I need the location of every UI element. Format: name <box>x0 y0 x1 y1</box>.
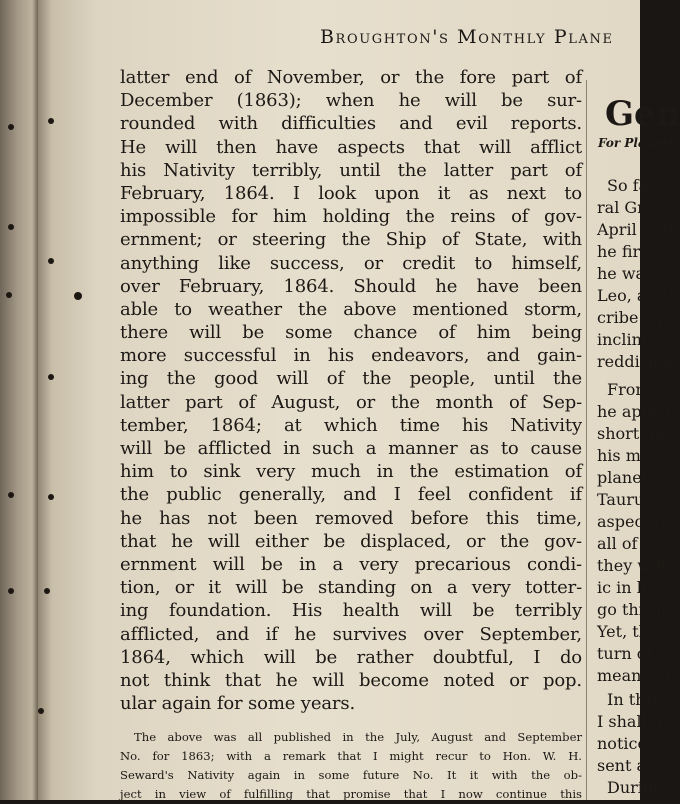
text-line: ular again for some years. <box>120 693 356 715</box>
binding-hole <box>48 118 54 124</box>
previous-page-edge <box>0 0 38 800</box>
text-line: his Nativity terribly, until the latter part of <box>120 159 582 181</box>
adjacent-line: short, he <box>597 424 670 443</box>
text-line: over February, 1864. Should he have been <box>120 275 582 297</box>
adjacent-line: turn of <box>597 644 653 663</box>
text-line: latter end of November, or the fore part of <box>120 67 582 88</box>
text-line: him to sink very much in the estimation of <box>120 461 582 483</box>
text-line: 1864, which will be rather doubtful, I do <box>120 646 582 668</box>
text-line: latter part of August, or the month of Sep- <box>120 391 582 413</box>
binding-hole <box>48 374 54 380</box>
running-header: Broughton's Monthly Plane <box>320 26 614 48</box>
footnote <box>120 728 582 804</box>
footnote-line: The above was all published in the July, August and September <box>134 730 582 744</box>
text-line: December (1863); when he will be sur- <box>120 90 582 112</box>
binding-hole <box>8 124 14 130</box>
footnote-line: No. for 1863; with a remark that I might recur to Hon. W. H. <box>120 749 582 763</box>
column-rule <box>586 80 587 800</box>
adjacent-line: ic in his <box>597 578 661 597</box>
adjacent-line: they will <box>597 556 667 575</box>
adjacent-line: sent and <box>597 756 667 775</box>
adjacent-line: reddish b <box>597 352 674 371</box>
adjacent-column <box>593 0 678 800</box>
article-column <box>120 66 582 715</box>
adjacent-line: all of whi <box>597 534 672 553</box>
adjacent-line: April 27th <box>597 220 679 239</box>
binding-hole <box>8 588 14 594</box>
binding-hole <box>8 492 14 498</box>
adjacent-line: he first sa <box>597 242 678 261</box>
adjacent-line: he was b <box>597 264 669 283</box>
text-line: more successful in his endeavors, and gain- <box>120 345 582 367</box>
adjacent-line: I shall n <box>597 712 663 731</box>
adjacent-line: ral Grant <box>597 198 672 217</box>
binding-hole <box>44 588 50 594</box>
adjacent-line: he appear <box>597 402 679 421</box>
binding-hole <box>48 494 54 500</box>
text-line: ernment; or steering the Ship of State, with <box>120 229 582 251</box>
footnote-line: Seward's Nativity again in some future No. It it with the ob- <box>120 768 582 782</box>
text-line: tember, 1864; at which time his Nativity <box>120 414 582 436</box>
text-line: ing the good will of the people, until the <box>120 368 582 390</box>
adjacent-line: go throu <box>597 600 667 619</box>
adjacent-title: Gen <box>605 94 680 134</box>
text-line: he has not been removed before this time, <box>120 507 582 529</box>
adjacent-line: During <box>607 778 664 797</box>
text-line: will be afflicted in such a manner as to cause <box>120 438 582 459</box>
adjacent-line: planets a <box>597 468 671 487</box>
adjacent-line: Leo, and <box>597 286 667 305</box>
adjacent-line: his mark <box>597 446 668 465</box>
adjacent-line: Yet, they <box>597 622 668 641</box>
text-line: ing foundation. His health will be terribly <box>120 600 582 622</box>
text-line: not think that he will become noted or pop. <box>120 669 582 691</box>
adjacent-line: In this <box>607 690 659 709</box>
text-line: able to weather the above mentioned storm, <box>120 298 582 320</box>
adjacent-subtitle: For Planets <box>598 136 675 150</box>
adjacent-line: notice a <box>597 734 662 753</box>
text-line: February, 1864. I look upon it as next to <box>120 182 582 204</box>
adjacent-line: aspect to <box>597 512 671 531</box>
text-line: rounded with difficulties and evil reports. <box>120 113 582 135</box>
binding-hole <box>48 258 54 264</box>
adjacent-line: Taurus ; <box>597 490 663 509</box>
text-line: that he will either be displaced, or the gov- <box>120 530 582 552</box>
adjacent-line: cribe a pe <box>597 308 678 327</box>
footnote-line: ject in view of fulfilling that promise that I now continue this <box>120 787 582 801</box>
binding-hole <box>74 292 82 300</box>
adjacent-line: mean act <box>597 666 672 685</box>
binding-hole <box>8 224 14 230</box>
adjacent-line: So far s <box>607 176 670 195</box>
text-line: anything like success, or credit to himself, <box>120 252 582 274</box>
text-line: afflicted, and if he survives over September, <box>120 623 582 645</box>
adjacent-line: From th <box>607 380 673 399</box>
text-line: the public generally, and I feel confident if <box>120 484 582 506</box>
text-line: ernment will be in a very precarious condi- <box>120 553 582 575</box>
binding-hole <box>6 292 12 298</box>
text-line: He will then have aspects that will afflict <box>120 136 582 158</box>
binding-hole <box>38 708 44 714</box>
text-line: there will be some chance of him being <box>120 322 582 344</box>
text-line: impossible for him holding the reins of gov- <box>120 206 582 228</box>
newspaper-page <box>38 0 680 801</box>
adjacent-line: inclined t <box>597 330 674 349</box>
text-line: tion, or it will be standing on a very totter- <box>120 577 582 599</box>
